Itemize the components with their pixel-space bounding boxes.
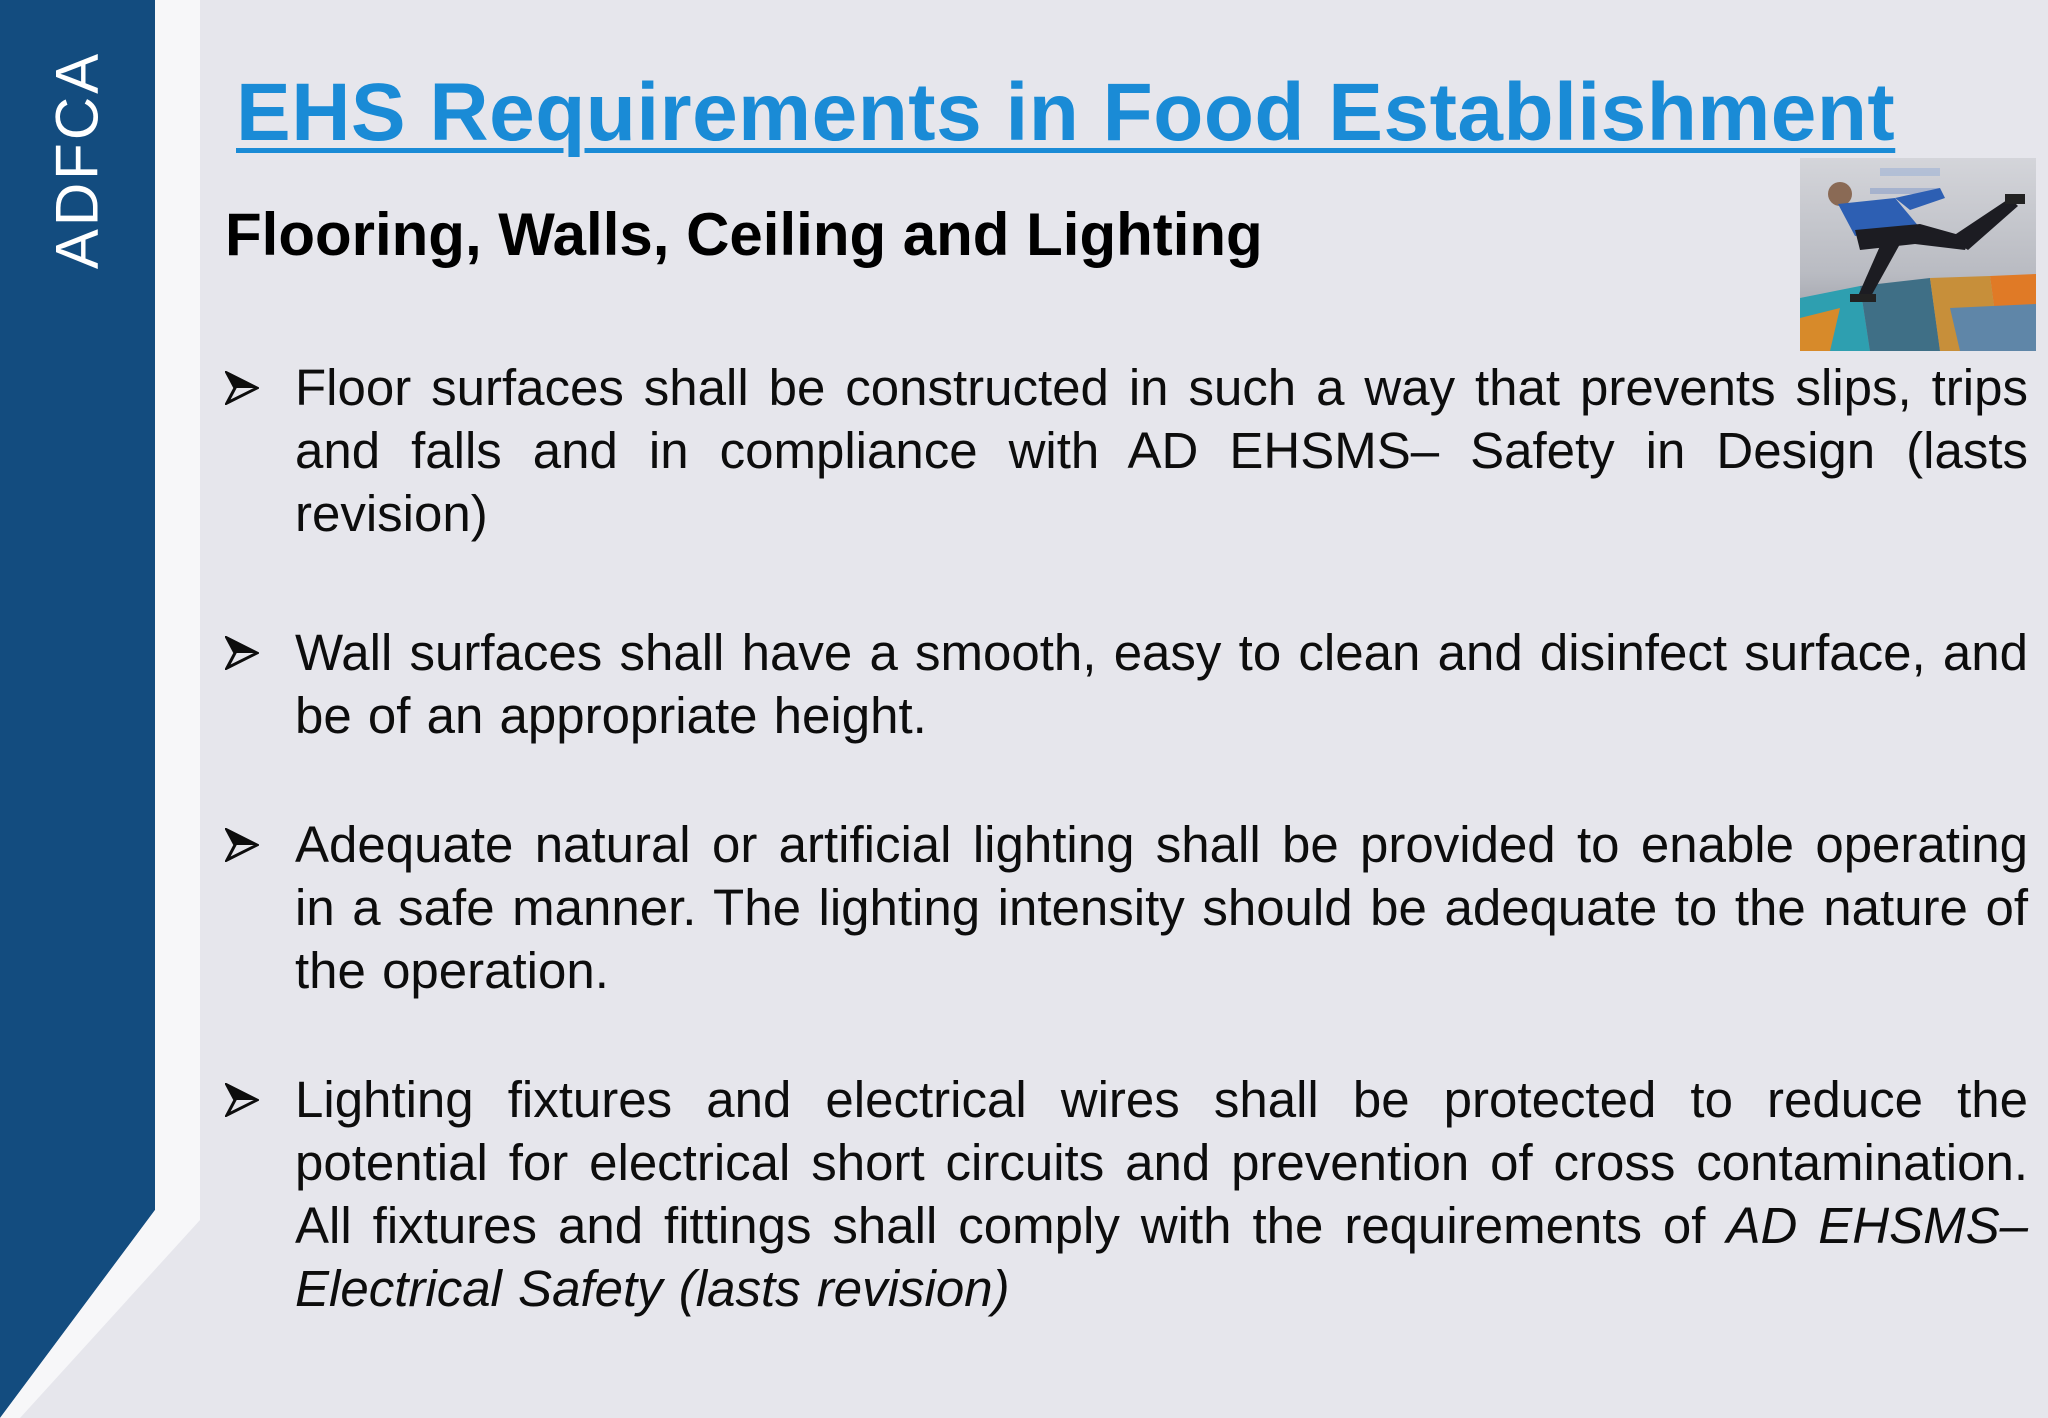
- arrowhead-bullet-icon: [225, 813, 295, 876]
- arrowhead-bullet-icon: [225, 356, 295, 419]
- list-item-text: Adequate natural or artificial lighting shall be provided to enable operating in a safe manner. The lighting intensity should be adequate to the nature of the operation.: [295, 816, 2028, 999]
- arrowhead-bullet-icon: [225, 1068, 295, 1131]
- list-item: [225, 356, 2028, 545]
- slip-and-fall-photo: [1800, 158, 2036, 351]
- arrowhead-bullet-icon: [225, 621, 295, 684]
- brand-logo-text: ADFCA: [43, 50, 111, 270]
- list-item-text-main: Lighting fixtures and electrical wires shall be protected to reduce the potential for electrical short circuits and prevention of cross contamination. All fixtures and fittings shall comply with the requirements of: [295, 1071, 2028, 1254]
- list-item: [225, 621, 2028, 747]
- list-item-emphasis: AD EHSMS– Electrical Safety (lasts revision): [295, 1197, 2028, 1317]
- page-subtitle: Flooring, Walls, Ceiling and Lighting: [225, 201, 1263, 268]
- list-item-text: Wall surfaces shall have a smooth, easy to clean and disinfect surface, and be of an appropriate height.: [295, 624, 2028, 744]
- requirements-list: [225, 356, 2028, 1320]
- list-item-text: Floor surfaces shall be constructed in such a way that prevents slips, trips and falls and in compliance with AD EHSMS– Safety in Design (lasts revision): [295, 359, 2028, 542]
- list-item-text: [295, 1068, 2028, 1320]
- page-title: EHS Requirements in Food Establishment: [236, 67, 1896, 158]
- list-item: [225, 813, 2028, 1002]
- list-item: [225, 1068, 2028, 1320]
